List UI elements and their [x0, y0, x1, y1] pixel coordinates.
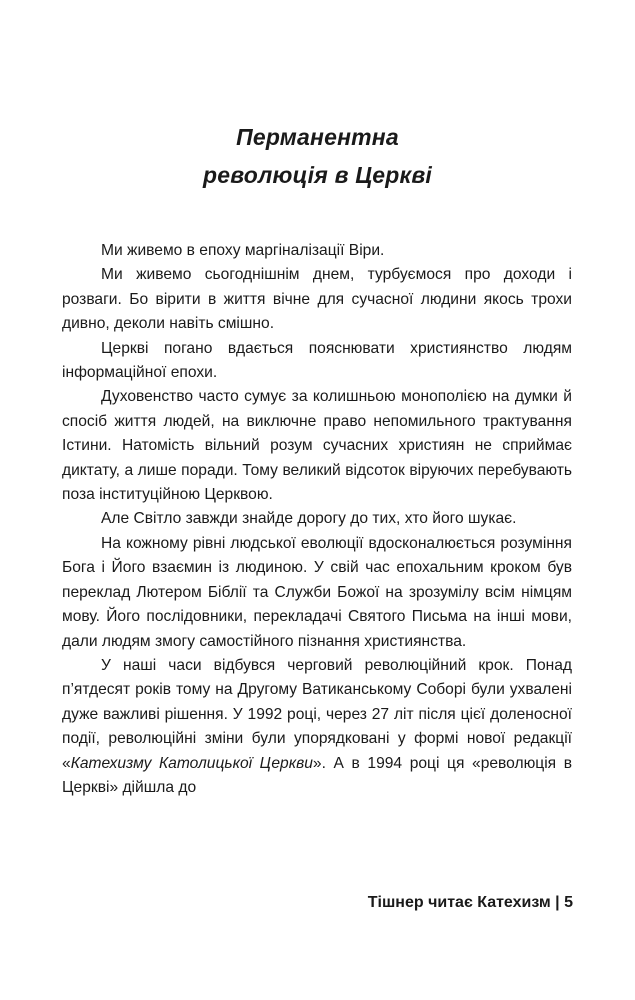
paragraph-text: У наші часи відбувся черговий революційний крок. Понад п’ятдесят років тому на Другому Ватиканському Соборі були ухвалені дуже важливі рішення. У 1992 році, через 27 літ після цієї доленосної події, революційні зміни були упорядковані у формі нової редакції «: [62, 656, 572, 772]
chapter-title: [0, 118, 635, 194]
chapter-title-line-2: революція в Церкві: [202, 162, 433, 188]
paragraph: Але Світло завжди знайде дорогу до тих, хто його шукає.: [101, 510, 517, 528]
paragraph: На кожному рівні людської еволюції вдосконалюється розуміння Бога і Його взаємин із людиною. У свій час епохальним кроком був переклад Лютером Біблії та Служби Божої на зрозумілу всім німцям мову. Його послідовники, перекладачі Святого Письма на інші мови, дали людям змогу самостійного пізнання християнства.: [62, 534, 572, 650]
paragraph-last: [62, 654, 572, 800]
catechism-title: Катехизму Католицької Церкви: [70, 754, 313, 772]
paragraph: Церкві погано вдається пояснювати християнство людям інформаційної епохи.: [62, 339, 572, 382]
paragraph-text: ». А в 1994 році ця «революція в Церкві» дійшла до: [62, 754, 572, 796]
paragraph: Ми живемо сьогоднішнім днем, турбуємося про доходи і розваги. Бо вірити в життя вічне для сучасної людини якось трохи дивно, деколи навіть смішно.: [62, 266, 572, 333]
running-footer: Тішнер читає Катехизм | 5: [367, 894, 573, 911]
chapter-title-line-1: Перманентна: [236, 124, 399, 150]
body-text: [62, 239, 572, 800]
paragraph: Духовенство часто сумує за колишньою монополією на думки й спосіб життя людей, на виключне право непомильного трактування Істини. Натомість вільний розум сучасних християн не сприймає диктату, а лише поради. Тому великий відсоток віруючих перебувають поза інституційною Церквою.: [62, 388, 572, 504]
paragraph: Ми живемо в епоху маргіналізації Віри.: [101, 242, 385, 259]
